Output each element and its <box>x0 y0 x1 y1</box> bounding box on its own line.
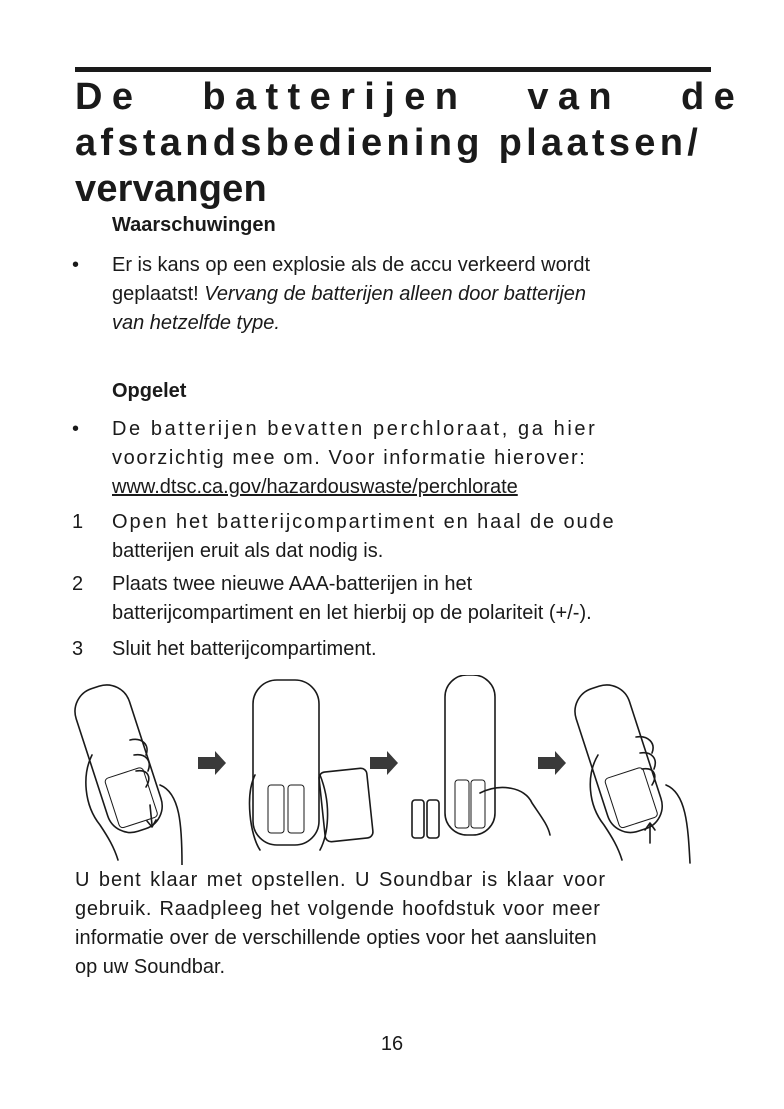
closing-line-3: informatie over de verschillende opties voor het aansluiten <box>75 927 597 949</box>
battery-cover <box>104 767 158 829</box>
step-number: 3 <box>72 638 84 660</box>
battery-slot <box>471 780 485 828</box>
warning-line-3-italic: van hetzelfde type. <box>112 312 280 334</box>
perchlorate-link[interactable]: www.dtsc.ca.gov/hazardouswaste/perchlorate <box>112 476 518 498</box>
right-arrow-icon <box>538 751 566 775</box>
step-1-line-1: Open het batterijcompartiment en haal de oude <box>112 511 616 533</box>
closing-line-1: U bent klaar met opstellen. U Soundbar is klaar voor <box>75 869 606 891</box>
caution-line-2: voorzichtig mee om. Voor informatie hierover: <box>112 447 587 469</box>
step-3-line-1: Sluit het batterijcompartiment. <box>112 638 377 660</box>
step-3 <box>112 635 712 664</box>
title-line-2: afstandsbediening plaatsen/ <box>75 122 703 164</box>
remote-body <box>70 679 168 839</box>
remote-body <box>253 680 319 845</box>
step-1-line-2: batterijen eruit als dat nodig is. <box>112 540 384 562</box>
right-arrow-icon <box>370 751 398 775</box>
caution-line-1: De batterijen bevatten perchloraat, ga hier <box>112 418 598 440</box>
bullet-icon: • <box>72 254 80 276</box>
warning-line-2-italic: Vervang de batterijen alleen door batterijen <box>204 283 587 305</box>
battery-slot <box>268 785 284 833</box>
warning-line-3 <box>112 309 712 338</box>
closing-paragraph <box>75 866 715 982</box>
warning-line-2-normal: geplaatst! <box>112 283 205 305</box>
closing-line-2: gebruik. Raadpleeg het volgende hoofdstuk voor meer <box>75 898 601 920</box>
step-2 <box>112 570 712 628</box>
title-line-1: De batterijen van de <box>75 76 745 118</box>
step-2-line-1: Plaats twee nieuwe AAA-batterijen in het <box>112 573 473 595</box>
bullet-icon: • <box>72 418 80 440</box>
step-1 <box>112 508 712 566</box>
warning-line-2 <box>112 280 712 309</box>
battery-cover <box>604 767 658 829</box>
page-title <box>75 74 745 212</box>
battery-slot <box>288 785 304 833</box>
caution-heading: Opgelet <box>112 380 187 402</box>
remote-body <box>445 675 495 835</box>
down-arrow-icon <box>150 805 152 825</box>
wrist <box>666 785 690 863</box>
title-rule <box>75 67 711 72</box>
warning-line-1: Er is kans op een explosie als de accu verkeerd wordt <box>112 254 591 276</box>
inserting-aaa-batteries <box>412 675 550 838</box>
battery-replacement-illustration <box>70 675 720 865</box>
page-number: 16 <box>380 1033 404 1055</box>
step-number: 1 <box>72 511 84 533</box>
caution-text <box>112 415 712 502</box>
aaa-battery-icon <box>427 800 439 838</box>
step-number: 2 <box>72 573 84 595</box>
remote-cover-removed <box>250 680 374 850</box>
closing-line-4: op uw Soundbar. <box>75 956 226 978</box>
hand-outline <box>590 755 622 860</box>
remote-body <box>569 679 669 839</box>
battery-slot <box>455 780 469 828</box>
warnings-heading: Waarschuwingen <box>112 214 276 236</box>
step-2-line-2: batterijcompartiment en let hierbij op de polariteit (+/-). <box>112 602 592 624</box>
warning-text <box>112 251 712 338</box>
title-line-3: vervangen <box>75 168 267 210</box>
remote-closing-cover <box>569 679 690 863</box>
aaa-battery-icon <box>412 800 424 838</box>
remote-held-open-cover <box>70 679 182 865</box>
right-arrow-icon <box>198 751 226 775</box>
hand-outline <box>480 788 550 835</box>
wrist <box>160 785 182 865</box>
